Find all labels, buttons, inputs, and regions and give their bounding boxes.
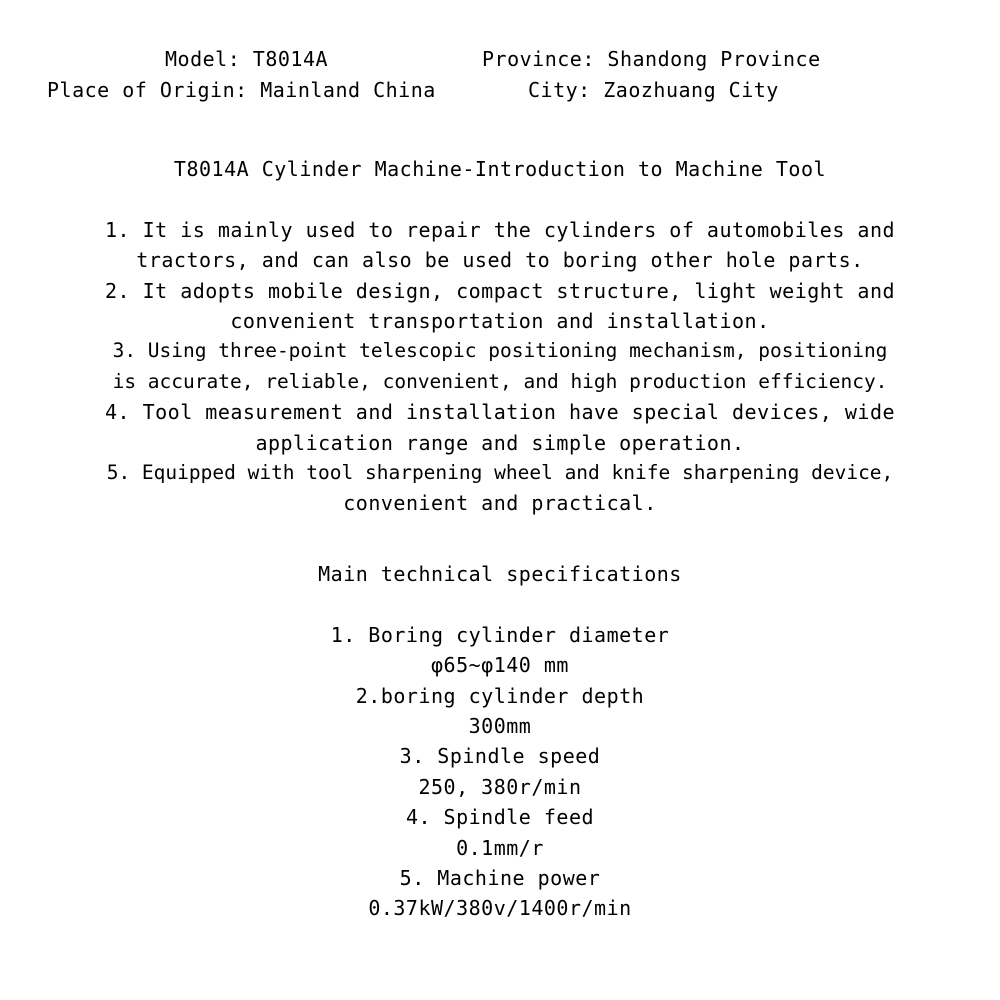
intro-line-4: convenient transportation and installation. (230, 309, 770, 333)
province-label: Province: Shandong Province (482, 47, 821, 71)
specs-title: Main technical specifications (318, 562, 682, 586)
intro-line-6: is accurate, reliable, convenient, and high production efficiency. (112, 370, 888, 393)
intro-title: T8014A Cylinder Machine-Introduction to Machine Tool (173, 157, 827, 181)
intro-line-9: 5. Equipped with tool sharpening wheel and knife sharpening device, (106, 461, 894, 484)
spec-line-8: 0.1mm/r (456, 836, 544, 860)
spec-line-10: 0.37kW/380v/1400r/min (368, 896, 632, 920)
spec-line-9: 5. Machine power (399, 866, 601, 890)
model-label: Model: T8014A (165, 47, 329, 71)
intro-line-10: convenient and practical. (343, 491, 657, 515)
spec-line-3: 2.boring cylinder depth (355, 684, 645, 708)
place-of-origin-label: Place of Origin: Mainland China (47, 78, 436, 102)
intro-line-1: 1. It is mainly used to repair the cylinders of automobiles and (104, 218, 896, 242)
intro-line-5: 3. Using three-point telescopic positioning mechanism, positioning (112, 339, 888, 362)
city-label: City: Zaozhuang City (528, 78, 779, 102)
spec-line-1: 1. Boring cylinder diameter (330, 623, 670, 647)
intro-line-2: tractors, and can also be used to boring other hole parts. (136, 248, 864, 272)
spec-line-5: 3. Spindle speed (399, 744, 601, 768)
spec-line-4: 300mm (468, 714, 532, 738)
spec-line-6: 250, 380r/min (418, 775, 582, 799)
intro-line-7: 4. Tool measurement and installation have special devices, wide (104, 400, 896, 424)
spec-line-2: φ65~φ140 mm (431, 653, 569, 677)
intro-line-8: application range and simple operation. (255, 431, 745, 455)
intro-line-3: 2. It adopts mobile design, compact structure, light weight and (104, 279, 896, 303)
spec-line-7: 4. Spindle feed (405, 805, 595, 829)
